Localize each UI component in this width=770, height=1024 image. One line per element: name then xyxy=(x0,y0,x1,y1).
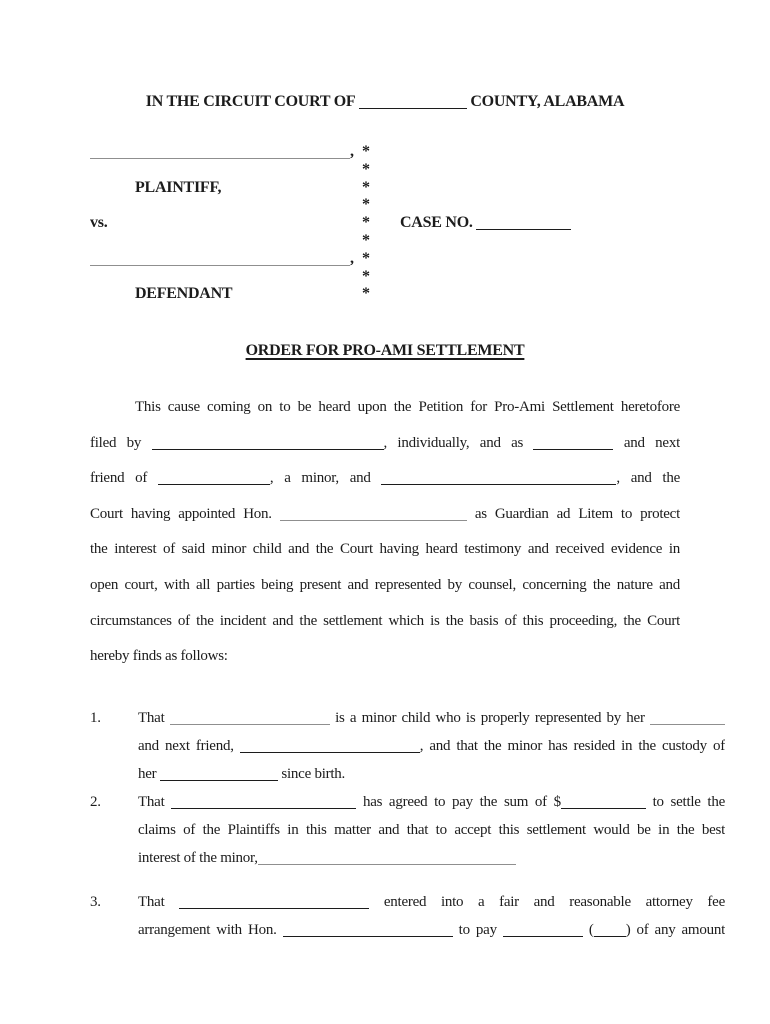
paragraph-line: Court having appointed Hon. as Guardian ad Litem to protect xyxy=(90,505,680,522)
caption-row xyxy=(90,143,690,161)
blank-field[interactable] xyxy=(503,924,583,937)
paragraph-line: hereby finds as follows: xyxy=(90,648,228,665)
asterisk-divider: * xyxy=(362,285,370,303)
blank-field[interactable] xyxy=(90,253,350,266)
list-item xyxy=(90,788,725,872)
caption-row xyxy=(90,250,690,268)
list-item-line: interest of the minor, xyxy=(138,844,725,872)
paragraph-line: This cause coming on to be heard upon the Petition for Pro-Ami Settlement heretofore xyxy=(135,399,680,415)
document-title xyxy=(0,342,770,360)
asterisk-divider: * xyxy=(362,143,370,160)
list-item-number: 1. xyxy=(90,710,101,726)
defendant-label: DEFENDANT xyxy=(135,285,233,303)
caption-row xyxy=(90,179,690,197)
asterisk-divider: * xyxy=(362,160,370,178)
court-header: IN THE CIRCUIT COURT OF COUNTY, ALABAMA xyxy=(145,93,625,110)
list-item-line: claims of the Plaintiffs in this matter and that to accept this settlement would be in the best xyxy=(138,822,725,838)
list-item xyxy=(90,704,725,788)
caption-row xyxy=(90,285,690,303)
blank-field[interactable] xyxy=(158,472,270,485)
list-item xyxy=(90,888,725,944)
blank-field[interactable] xyxy=(170,712,330,725)
blank-field[interactable] xyxy=(280,508,467,521)
blank-field[interactable] xyxy=(476,217,571,230)
asterisk-divider: * xyxy=(362,196,370,214)
blank-field[interactable] xyxy=(561,796,646,809)
caption-row xyxy=(90,196,690,214)
list-item-line: and next friend, , and that the minor has resided in the custody of xyxy=(138,738,725,754)
case-caption xyxy=(90,143,690,303)
caption-row xyxy=(90,161,690,179)
blank-field[interactable] xyxy=(594,924,626,937)
list-item-number: 3. xyxy=(90,894,101,910)
caption-row xyxy=(90,232,690,250)
asterisk-divider: * xyxy=(362,267,370,285)
paragraph-line: circumstances of the incident and the settlement which is the basis of this proceeding, the Court xyxy=(90,612,680,629)
blank-field[interactable] xyxy=(359,96,467,109)
blank-field[interactable] xyxy=(160,768,278,781)
plaintiff-name-line: , xyxy=(90,143,362,161)
paragraph-line: the interest of said minor child and the Court having heard testimony and received evidence in xyxy=(90,541,680,558)
asterisk-divider: * xyxy=(362,214,370,232)
asterisk-divider: * xyxy=(362,249,370,267)
list-item-body xyxy=(138,888,725,944)
plaintiff-label: PLAINTIFF, xyxy=(135,178,222,196)
blank-field[interactable] xyxy=(283,924,453,937)
document-title-text: ORDER FOR PRO-AMI SETTLEMENT xyxy=(245,342,525,359)
caption-row xyxy=(90,214,690,232)
list-item-line: her since birth. xyxy=(138,766,346,782)
defendant-name-line: , xyxy=(90,250,362,268)
blank-field[interactable] xyxy=(171,796,356,809)
blank-field[interactable] xyxy=(650,712,725,725)
list-item-number: 2. xyxy=(90,794,101,810)
list-item-line: That is a minor child who is properly represented by her xyxy=(138,704,725,732)
order-recitals-paragraph xyxy=(90,390,680,675)
case-number-line: CASE NO. xyxy=(400,214,690,232)
paragraph-line: filed by , individually, and as and next xyxy=(90,434,680,451)
list-item-line: arrangement with Hon. to pay ( ) of any amount xyxy=(138,922,725,938)
blank-field[interactable] xyxy=(381,472,616,485)
caption-row xyxy=(90,268,690,286)
blank-field[interactable] xyxy=(240,740,420,753)
blank-field[interactable] xyxy=(258,852,516,865)
blank-field[interactable] xyxy=(179,896,369,909)
blank-field[interactable] xyxy=(152,437,384,450)
list-item-line: That entered into a fair and reasonable attorney fee xyxy=(138,894,725,910)
list-item-body xyxy=(138,788,725,872)
paragraph-line: friend of , a minor, and , and the xyxy=(90,470,680,487)
list-item-line: That has agreed to pay the sum of $ to settle the xyxy=(138,794,725,810)
findings-list xyxy=(90,704,725,944)
paragraph-line: open court, with all parties being present and represented by counsel, concerning the nature and xyxy=(90,576,680,593)
vs-label: vs. xyxy=(90,214,108,232)
blank-field[interactable] xyxy=(533,437,613,450)
blank-field[interactable] xyxy=(90,146,350,159)
asterisk-divider: * xyxy=(362,178,370,196)
asterisk-divider: * xyxy=(362,231,370,249)
list-item-body xyxy=(138,704,725,788)
